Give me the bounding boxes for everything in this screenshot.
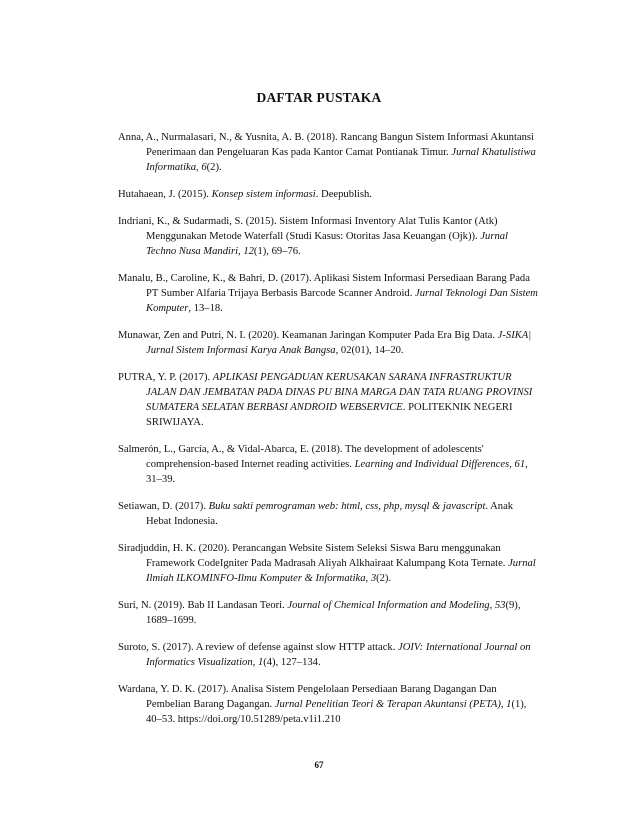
reference-text: , — [196, 162, 202, 173]
reference-text: . POLITEKNIK NEGERI SRIWIJAYA. — [146, 402, 513, 428]
reference-italic-text: Learning and Individual Differences — [354, 459, 510, 470]
reference-italic-text: 1 — [257, 657, 264, 668]
reference-entry — [118, 187, 538, 202]
reference-text: Hutahaean, J. (2015). — [118, 189, 212, 200]
reference-list — [118, 130, 538, 727]
reference-entry — [118, 214, 538, 259]
reference-text: Suri, N. (2019). Bab II Landasan Teori. — [118, 600, 288, 611]
reference-entry — [118, 640, 538, 670]
reference-text: , — [238, 246, 244, 257]
page-number: 67 — [314, 760, 324, 770]
reference-italic-text: 1 — [506, 699, 512, 710]
reference-text: (2). — [206, 162, 222, 173]
reference-italic-text: JOIV: International Journal on Informatics Visualization — [146, 642, 531, 668]
reference-entry — [118, 130, 538, 175]
page-title: DAFTAR PUSTAKA — [256, 90, 382, 105]
reference-text: , — [365, 573, 371, 584]
reference-text: (9), 1689–1699. — [146, 600, 521, 626]
reference-text: , 13–18. — [188, 303, 223, 314]
reference-text: Manalu, B., Caroline, K., & Bahri, D. (2017). Aplikasi Sistem Informasi Persediaan Barang Pada PT Sumber Alfaria Trijaya Berbasis Barcode Scanner Android. — [118, 273, 530, 299]
reference-text: , 02(01), 14–20. — [335, 345, 404, 356]
reference-text: , — [509, 459, 515, 470]
reference-italic-text: Jurnal Teknologi Dan Sistem Komputer — [146, 288, 538, 314]
reference-entry — [118, 541, 538, 586]
reference-italic-text: Konsep sistem informasi — [211, 189, 316, 200]
reference-text: Anna, A., Nurmalasari, N., & Yusnita, A. B. (2018). Rancang Bangun Sistem Informasi Akuntansi Penerimaan dan Pengeluaran Kas pada Kantor Camat Pontianak Timur. — [118, 132, 534, 158]
reference-entry — [118, 682, 538, 727]
reference-text: , — [252, 657, 258, 668]
reference-italic-text: Jurnal Khatulistiwa Informatika — [146, 147, 536, 173]
reference-text: Suroto, S. (2017). A review of defense against slow HTTP attack. — [118, 642, 398, 653]
reference-italic-text: J-SIKA| Jurnal Sistem Informasi Karya Anak Bangsa — [146, 330, 532, 356]
reference-italic-text: Jurnal Ilmiah ILKOMINFO-Ilmu Komputer & Informatika — [146, 558, 536, 584]
reference-text: Indriani, K., & Sudarmadi, S. (2015). Sistem Informasi Inventory Alat Tulis Kantor (Atk) Menggunakan Metode Waterfall (Studi Kasus: Otoritas Jasa Keuangan (Ojk)). — [118, 216, 498, 242]
reference-text: . Anak Hebat Indonesia. — [146, 501, 514, 527]
reference-text: Munawar, Zen and Putri, N. I. (2020). Keamanan Jaringan Komputer Pada Era Big Data. — [118, 330, 498, 341]
reference-text: . Deepublish. — [315, 189, 372, 200]
reference-italic-text: Buku sakti pemrograman web: html, css, php, mysql & javascript — [208, 501, 486, 512]
reference-text: Wardana, Y. D. K. (2017). Analisa Sistem Pengelolaan Persediaan Barang Dagangan Dan Pembelian Barang Dagangan. — [118, 684, 497, 710]
reference-text: Salmerón, L., García, A., & Vidal-Abarca, E. (2018). The development of adolescents' comprehension-based Internet reading activities. — [118, 444, 484, 470]
reference-text: Setiawan, D. (2017). — [118, 501, 209, 512]
reference-text: , — [500, 699, 507, 710]
reference-text: (2). — [376, 573, 392, 584]
reference-text: , — [489, 600, 495, 611]
reference-text: , 31–39. — [146, 459, 528, 485]
reference-text: (1), 69–76. — [253, 246, 301, 257]
reference-text: (4), 127–134. — [263, 657, 321, 668]
reference-text: (1), 40–53. https://doi.org/10.51289/peta.v1i1.210 — [146, 699, 527, 725]
reference-italic-text: 3 — [370, 573, 377, 584]
reference-entry — [118, 328, 538, 358]
reference-text: PUTRA, Y. P. (2017). — [118, 372, 213, 383]
reference-entry — [118, 271, 538, 316]
reference-entry — [118, 442, 538, 487]
reference-italic-text: Jurnal Techno Nusa Mandiri — [146, 231, 509, 257]
reference-italic-text: 12 — [243, 246, 254, 257]
reference-text: Siradjuddin, H. K. (2020). Perancangan Website Sistem Seleksi Siswa Baru menggunakan Framework CodeIgniter Pada Madrasah Aliyah Alkhairaat Kalumpang Kota Ternate. — [118, 543, 509, 569]
reference-italic-text: APLIKASI PENGADUAN KERUSAKAN SARANA INFRASTRUKTUR JALAN DAN JEMBATAN PADA DINAS PU BINA MARGA DAN TATA RUANG PROVINSI SUMATERA SELATAN BERBASI ANDROID WEBSERVICE — [146, 372, 533, 413]
reference-entry — [118, 499, 538, 529]
reference-italic-text: Jurnal Penelitian Teori & Terapan Akuntansi (PETA) — [274, 699, 501, 710]
reference-italic-text: Journal of Chemical Information and Modeling — [287, 600, 490, 611]
reference-italic-text: 53 — [494, 600, 506, 611]
reference-italic-text: 6 — [201, 162, 207, 173]
reference-entry — [118, 598, 538, 628]
reference-italic-text: 61 — [514, 459, 526, 470]
reference-entry — [118, 370, 538, 430]
